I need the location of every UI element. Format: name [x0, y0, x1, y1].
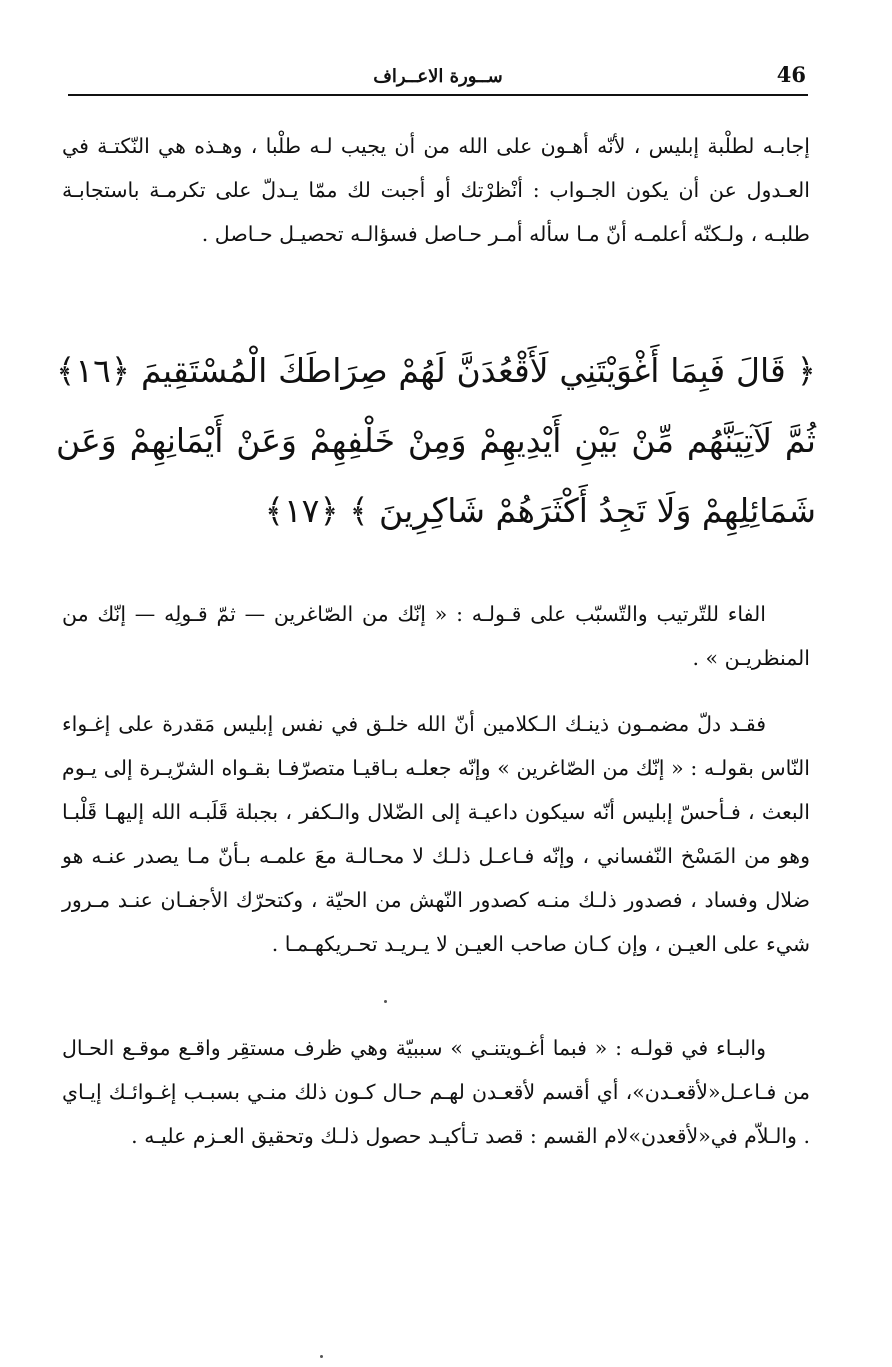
header-rule	[68, 94, 808, 96]
page-header	[68, 58, 808, 96]
scan-speck	[384, 1000, 387, 1003]
paragraph-3: فقـد دلّ مضمـون ذينـك الـكلامين أنّ الله خلـق في نفس إبليس مَقدرة على إغـواء النّاس بقولـه : « إنّك من الصّاغرين » وإنّه جعلـه بـاقيـا متصرّفـا بقـواه الشرّيـرة إلى يـوم البعث ، فـأحسّ إبليس أنّه سيكون داعيـة إلى الضّلال والـكفر ، بجبلة قَلَبـه الله إليهـا قَلْبـا وهو من المَسْخ النّفساني ، وإنّه فـاعـل ذلـك لا محـالـة معَ علمـه بـأنّ مـا يصدر عنـه هو ضلال وفساد ، فصدور ذلـك منـه كصدور النّهش من الحيّة ، وكتحرّك الأجفـان عنـد مـرور شيء على العيـن ، وإن كـان صاحب العيـن لا يـريـد تحـريكهـمـا .	[62, 712, 810, 956]
paragraph-4: والبـاء في قولـه : « فبما أغـويتنـي » سببيّة وهي ظرف مستقِر واقـع موقـع الحـال من فـاعـل«لأقعـدن»، أي أقسم لأقعـدن لهـم حـال كـون ذلك منـي بسبـب إغـوائـك إيـاي . والـلاّم في«لأقعدن»لام القسم : قصد تـأكيـد حصول ذلـك وتحقيق العـزم عليـه .	[62, 1036, 810, 1148]
quran-verse: ﴿ قَالَ فَبِمَا أَغْوَيْتَنِي لَأَقْعُدَنَّ لَهُمْ صِرَاطَكَ الْمُسْتَقِيمَ ﴿١٦﴾ ثُمَّ لَآتِيَنَّهُم مِّنْ بَيْنِ أَيْدِيهِمْ وَمِنْ خَلْفِهِمْ وَعَنْ أَيْمَانِهِمْ وَعَن شَمَائِلِهِمْ وَلَا تَجِدُ أَكْثَرَهُمْ شَاكِرِينَ ﴾ ﴿١٧﴾	[56, 351, 816, 530]
paragraph-2: الفاء للتّرتيب والتّسبّب على قـولـه : « إنّك من الصّاغرين — ثمّ قـولِه — إنّك من المنظريـن » .	[62, 602, 810, 670]
paragraph-1: إجابـه لطلْبة إبليس ، لأنّه أهـون على الله من أن يجيب لـه طلْبا ، وهـذه هي النّكتـة في العـدول عن أن يكون الجـواب : أنْظرْتك أو أجبت لك ممّا يـدلّ على تكرمـة باستجابـة طلبـه ، ولـكنّه أعلمـه أنّ مـا سأله أمـر حـاصل فسؤالـه تحصيـل حـاصل .	[62, 134, 810, 246]
page-number: 46	[776, 62, 806, 87]
scan-speck	[320, 1355, 323, 1358]
running-title: ســورة الاعــراف	[373, 66, 503, 87]
